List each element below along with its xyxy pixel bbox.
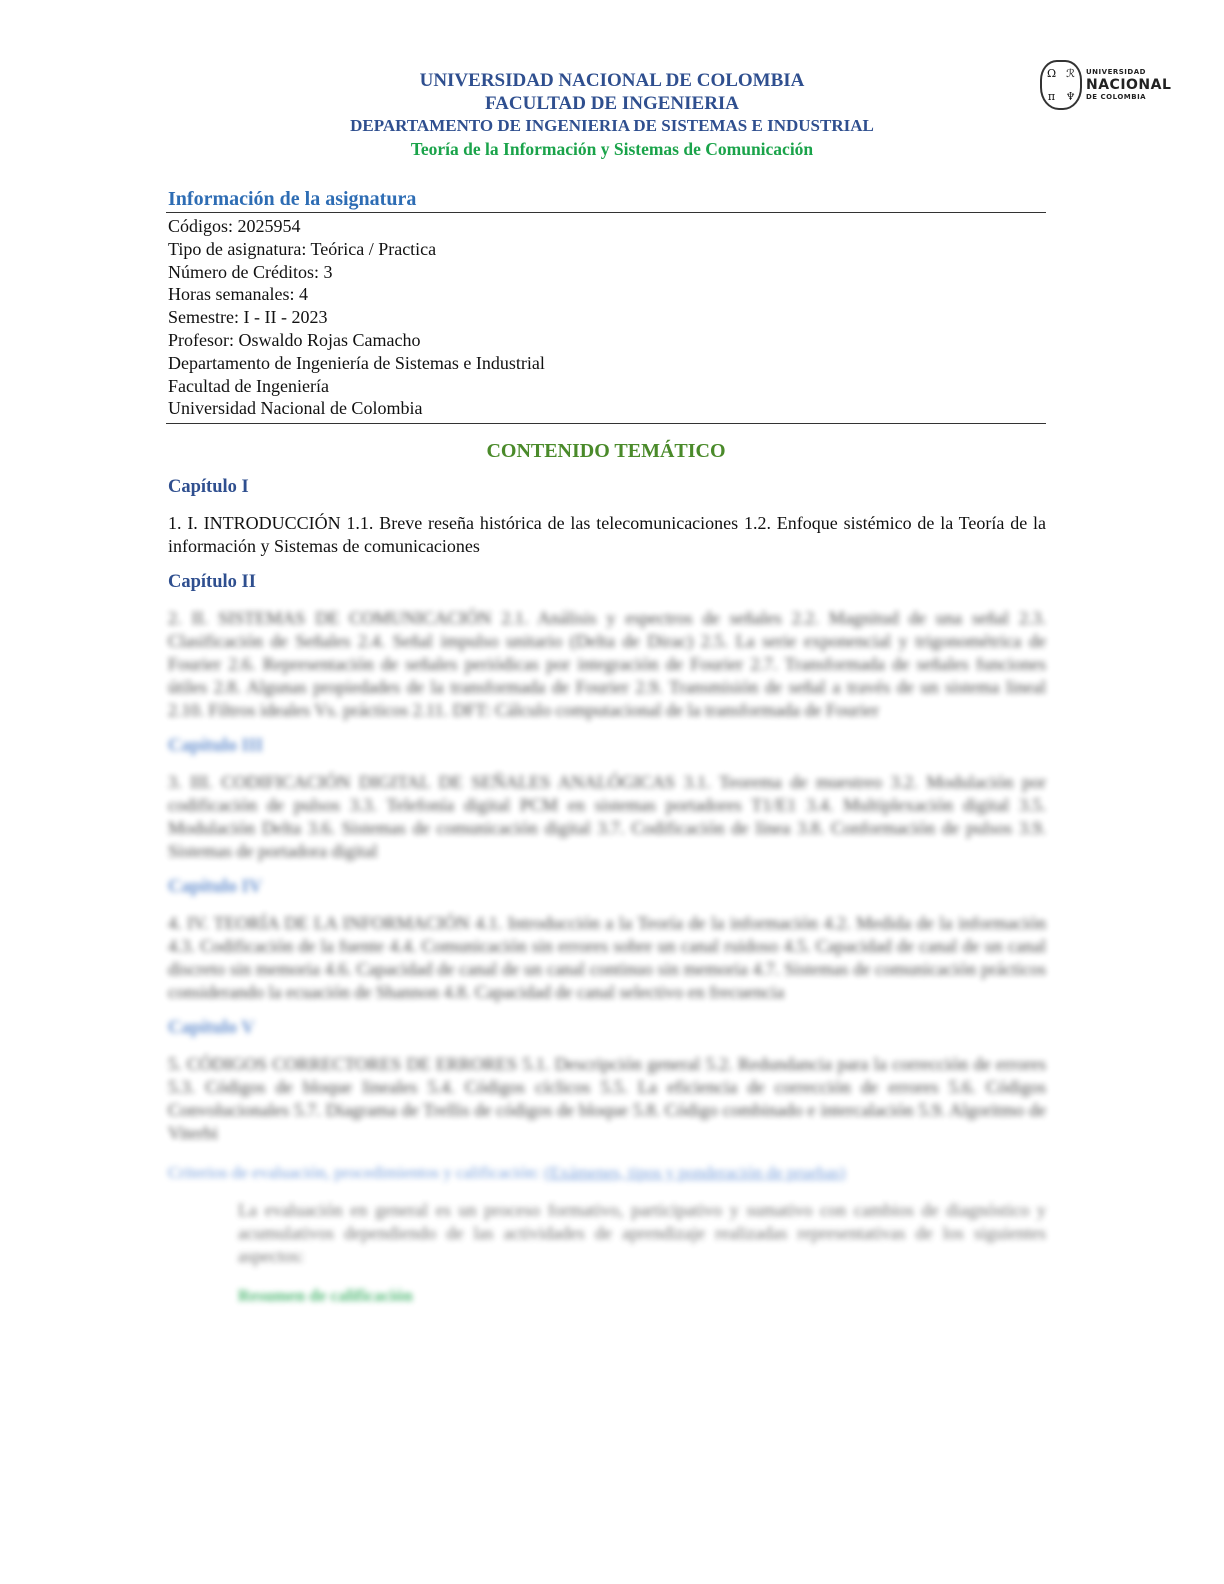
info-line: Departamento de Ingeniería de Sistemas e Industrial bbox=[168, 352, 545, 373]
chapter-text: 3. III. CODIFICACIÓN DIGITAL DE SEÑALES ANALÓGICAS 3.1. Teorema de muestreo 3.2. Modulación por codificación de pulsos 3.3. Telefonía digital PCM en sistemas portadores T1/E1 3.4. Multiplexación digital 3.5. Modulación Delta 3.6. Sistemas de comunicación digital 3.7. Codificación de línea 3.8. Conformación de pulsos 3.9. Sistemas de portadora digital bbox=[168, 772, 1046, 862]
chapter-title: Capítulo V bbox=[168, 1018, 255, 1039]
seal-icon: Ω ℛ π ♆ bbox=[1040, 60, 1082, 110]
evaluation-text: La evaluación en general es un proceso formativo, participativo y sumativo con cambios de diagnóstico y acumulativos dependiendo de las actividades de aprendizaje realizadas representativas de los siguientes aspectos: bbox=[238, 1200, 1046, 1267]
info-line: Profesor: Oswaldo Rojas Camacho bbox=[168, 329, 421, 350]
chapter-text: 5. CÓDIGOS CORRECTORES DE ERRORES 5.1. Descripción general 5.2. Redundancia para la corrección de errores 5.3. Códigos de bloque lineales 5.4. Códigos cíclicos 5.5. La eficiencia de corrección de errores 5.6. Códigos Convolucionales 5.7. Diagrama de Trellis de códigos de bloque 5.8. Código combinado e intercalación 5.9. Algoritmo de Viterbi bbox=[168, 1054, 1046, 1144]
info-line: Número de Créditos: 3 bbox=[168, 261, 333, 282]
chapter-text: 1. I. INTRODUCCIÓN 1.1. Breve reseña histórica de las telecomunicaciones 1.2. Enfoque sistémico de la Teoría de la información y Sistemas de comunicaciones bbox=[168, 513, 1046, 557]
course-name: Teoría de la Información y Sistemas de Comunicación bbox=[410, 138, 814, 159]
chapter-text: 4. IV. TEORÍA DE LA INFORMACIÓN 4.1. Introducción a la Teoría de la información 4.2. Medida de la información 4.3. Codificación de la fuente 4.4. Comunicación sin errores sobre un canal ruidoso 4.5. Capacidad de canal de un canal discreto sin memoria 4.6. Capacidad de canal de un canal continuo sin memoria 4.7. Sistemas de comunicación prácticos considerando la ecuación de Shannon 4.8. Capacidad de canal selectivo en frecuencia bbox=[168, 913, 1046, 1003]
evaluation-criteria bbox=[166, 1163, 1046, 1183]
department-name: DEPARTAMENTO DE INGENIERIA DE SISTEMAS E INDUSTRIAL bbox=[350, 116, 874, 135]
evaluation-link[interactable]: (Exámenes, tipos y ponderación de pruebas) bbox=[544, 1163, 846, 1183]
chapter-title: Capítulo III bbox=[168, 736, 264, 757]
content-title: CONTENIDO TEMÁTICO bbox=[486, 440, 726, 463]
info-line: Horas semanales: 4 bbox=[168, 284, 308, 305]
info-line: Semestre: I - II - 2023 bbox=[168, 307, 328, 328]
info-line: Tipo de asignatura: Teórica / Practica bbox=[168, 238, 437, 259]
info-line: Facultad de Ingeniería bbox=[168, 375, 329, 396]
course-info-title: Información de la asignatura bbox=[166, 186, 1046, 213]
chapter-title: Capítulo I bbox=[168, 477, 249, 498]
course-info bbox=[166, 213, 1046, 424]
chapter-title: Capítulo II bbox=[168, 572, 256, 593]
university-name: UNIVERSIDAD NACIONAL DE COLOMBIA bbox=[419, 70, 805, 91]
logo-text-bottom: DE COLOMBIA bbox=[1086, 93, 1147, 101]
chapter-text: 2. II. SISTEMAS DE COMUNICACIÓN 2.1. Análisis y espectros de señales 2.2. Magnitud de una señal 2.3. Clasificación de Señales 2.4. Señal impulso unitario (Delta de Dirac) 2.5. La serie exponencial y trigonométrica de Fourier 2.6. Representación de señales periódicas por integración de Fourier 2.7. Transformada de señales funciones útiles 2.8. Algunas propiedades de la transformada de Fourier 2.9. Transmisión de señal a través de un sistema lineal 2.10. Filtros ideales Vs. prácticos 2.11. DFT: Cálculo computacional de la transformada de Fourier bbox=[168, 608, 1046, 721]
info-line: Códigos: 2025954 bbox=[168, 216, 301, 236]
chapter-title: Capítulo IV bbox=[168, 877, 263, 898]
info-line: Universidad Nacional de Colombia bbox=[168, 398, 423, 419]
university-logo bbox=[1040, 60, 1171, 110]
logo-text-middle: NACIONAL bbox=[1086, 77, 1172, 93]
faculty-name: FACULTAD DE INGENIERIA bbox=[484, 92, 740, 114]
evaluation-title: Criterios de evaluación, procedimientos y calificación: bbox=[168, 1163, 540, 1183]
logo-text-top: UNIVERSIDAD bbox=[1086, 68, 1146, 76]
grading-summary-title: Resumen de calificación bbox=[238, 1286, 413, 1306]
